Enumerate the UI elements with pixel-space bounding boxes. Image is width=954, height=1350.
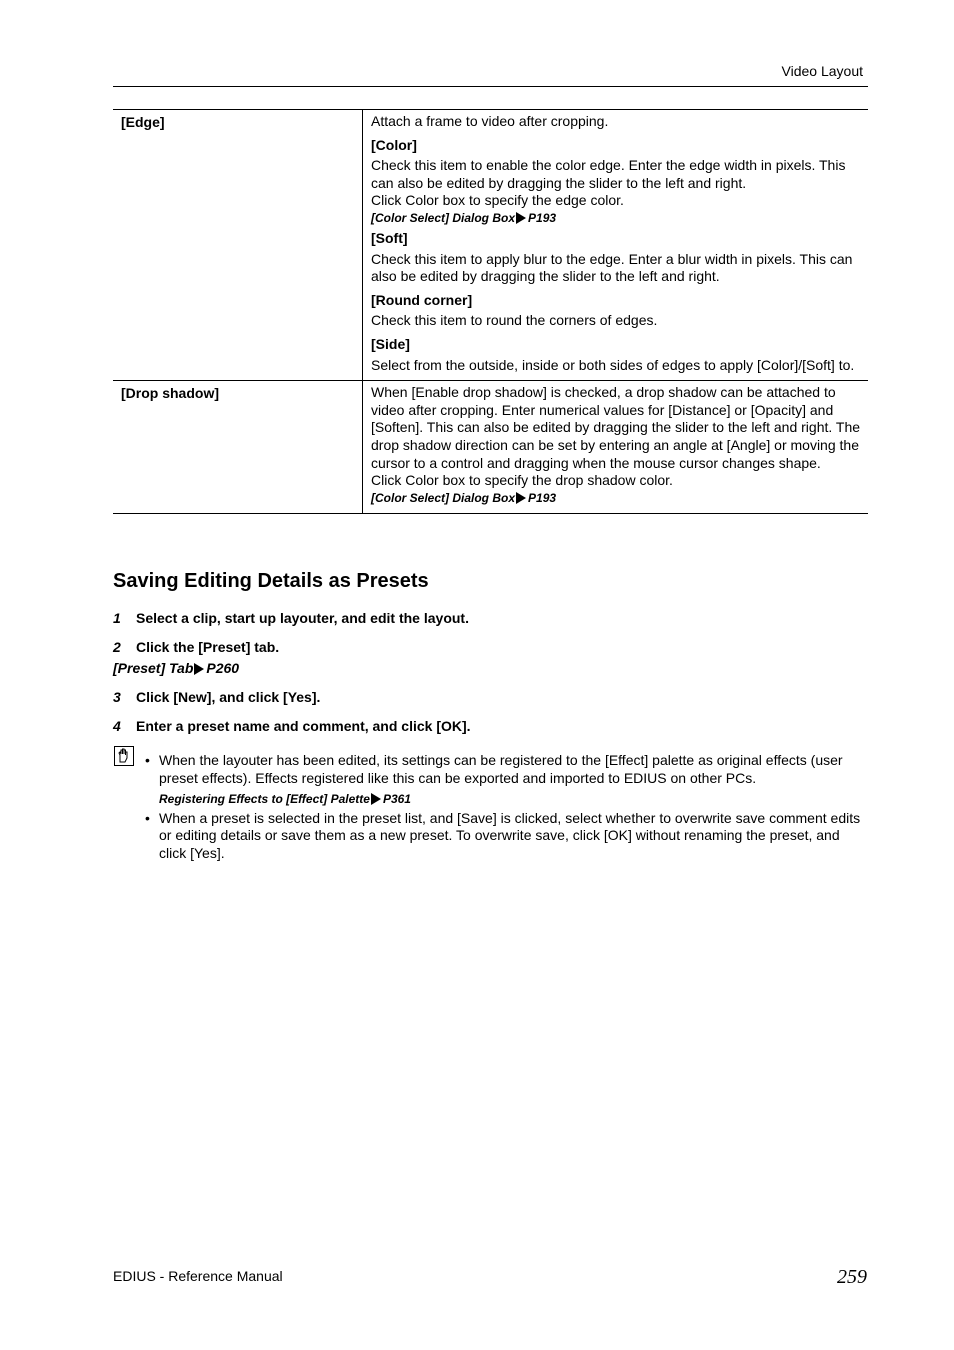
xref-page: P260: [206, 660, 240, 676]
arrow-right-icon: [516, 212, 526, 224]
edge-intro: Attach a frame to video after cropping.: [371, 113, 609, 129]
register-effects-link[interactable]: [159, 791, 870, 808]
step-text: Enter a preset name and comment, and click [OK].: [136, 718, 471, 734]
reference-table: [113, 109, 868, 514]
edge-color-text: Check this item to enable the color edge. Enter the edge width in pixels. This can also be edited by dragging the slider to the left and right.: [371, 157, 846, 191]
edge-side-text: Select from the outside, inside or both sides of edges to apply [Color]/[Soft] to.: [371, 356, 855, 373]
xref-page: P193: [528, 210, 557, 225]
table-row: [113, 381, 868, 514]
bullet-dot: •: [145, 752, 150, 768]
edge-soft-text: Check this item to apply blur to the edge. Enter a blur width in pixels. This can also be edited by dragging the slider to the left and right.: [371, 250, 853, 285]
term-edge: [Edge]: [113, 110, 363, 381]
step-text: Click [New], and click [Yes].: [136, 689, 321, 705]
list-item: [145, 810, 870, 863]
color-select-link[interactable]: [371, 490, 860, 507]
xref-label: [Color Select] Dialog Box: [371, 210, 516, 225]
arrow-right-icon: [516, 492, 526, 504]
edge-color-title: [Color]: [371, 136, 417, 153]
arrow-right-icon: [371, 793, 381, 805]
note-text: When the layouter has been edited, its settings can be registered to the [Effect] palette as original effects (user preset effects). Effects registered like this can be exported and imported to EDIUS on other PCs.: [159, 752, 843, 786]
footer-manual-title: EDIUS - Reference Manual: [113, 1268, 283, 1284]
note-text: When a preset is selected in the preset list, and [Save] is clicked, select whether to overwrite save comment edits or editing details or save them as a new preset. To overwrite save, click [OK] without renaming the preset, and click [Yes].: [159, 809, 861, 862]
section-title: Saving Editing Details as Presets: [113, 570, 429, 592]
step-2: [113, 639, 279, 655]
drop-shadow-text: When [Enable drop shadow] is checked, a drop shadow can be attached to video after cropping. Enter numerical values for [Distance] or [Opacity] and [Soften]. This can also be edited by dragging the slider to the left and right. The drop shadow direction can be set by entering an angle at [Angle] or moving the cursor to a control and dragging when the mouse cursor changes shape.: [371, 384, 861, 471]
list-item: [145, 752, 870, 808]
table-row: [113, 110, 868, 381]
bullet-dot: •: [145, 809, 150, 826]
step-3: [113, 689, 320, 705]
xref-label: [Color Select] Dialog Box: [371, 490, 516, 505]
color-select-link[interactable]: [371, 210, 860, 227]
notes-list: [145, 752, 870, 863]
edge-color-text-2: Click Color box to specify the edge color.: [371, 192, 624, 209]
step-text: Select a clip, start up layouter, and edit the layout.: [136, 610, 469, 626]
note-hand-icon: [114, 746, 134, 766]
step-number: 3: [113, 689, 121, 705]
step-text: Click the [Preset] tab.: [136, 639, 280, 655]
step-number: 2: [113, 639, 121, 655]
xref-label: [Preset] Tab: [113, 660, 194, 676]
term-drop-shadow: [Drop shadow]: [113, 381, 363, 514]
page-number: 259: [837, 1266, 867, 1288]
desc-drop-shadow: [363, 381, 869, 514]
xref-label: Registering Effects to [Effect] Palette: [159, 791, 370, 806]
edge-side-title: [Side]: [371, 335, 410, 352]
arrow-right-icon: [194, 663, 204, 675]
step-number: 4: [113, 718, 121, 734]
header-rule: [113, 86, 868, 87]
preset-tab-link[interactable]: [113, 660, 239, 676]
edge-soft-title: [Soft]: [371, 229, 408, 246]
desc-edge: [363, 110, 869, 381]
drop-shadow-text-2: Click Color box to specify the drop shadow color.: [371, 472, 673, 489]
edge-round-text: Check this item to round the corners of edges.: [371, 312, 658, 329]
edge-round-title: [Round corner]: [371, 291, 473, 308]
xref-page: P193: [528, 490, 557, 505]
xref-page: P361: [382, 791, 411, 806]
step-number: 1: [113, 610, 121, 626]
running-header: Video Layout: [781, 63, 863, 79]
step-1: [113, 610, 469, 626]
step-4: [113, 718, 471, 734]
